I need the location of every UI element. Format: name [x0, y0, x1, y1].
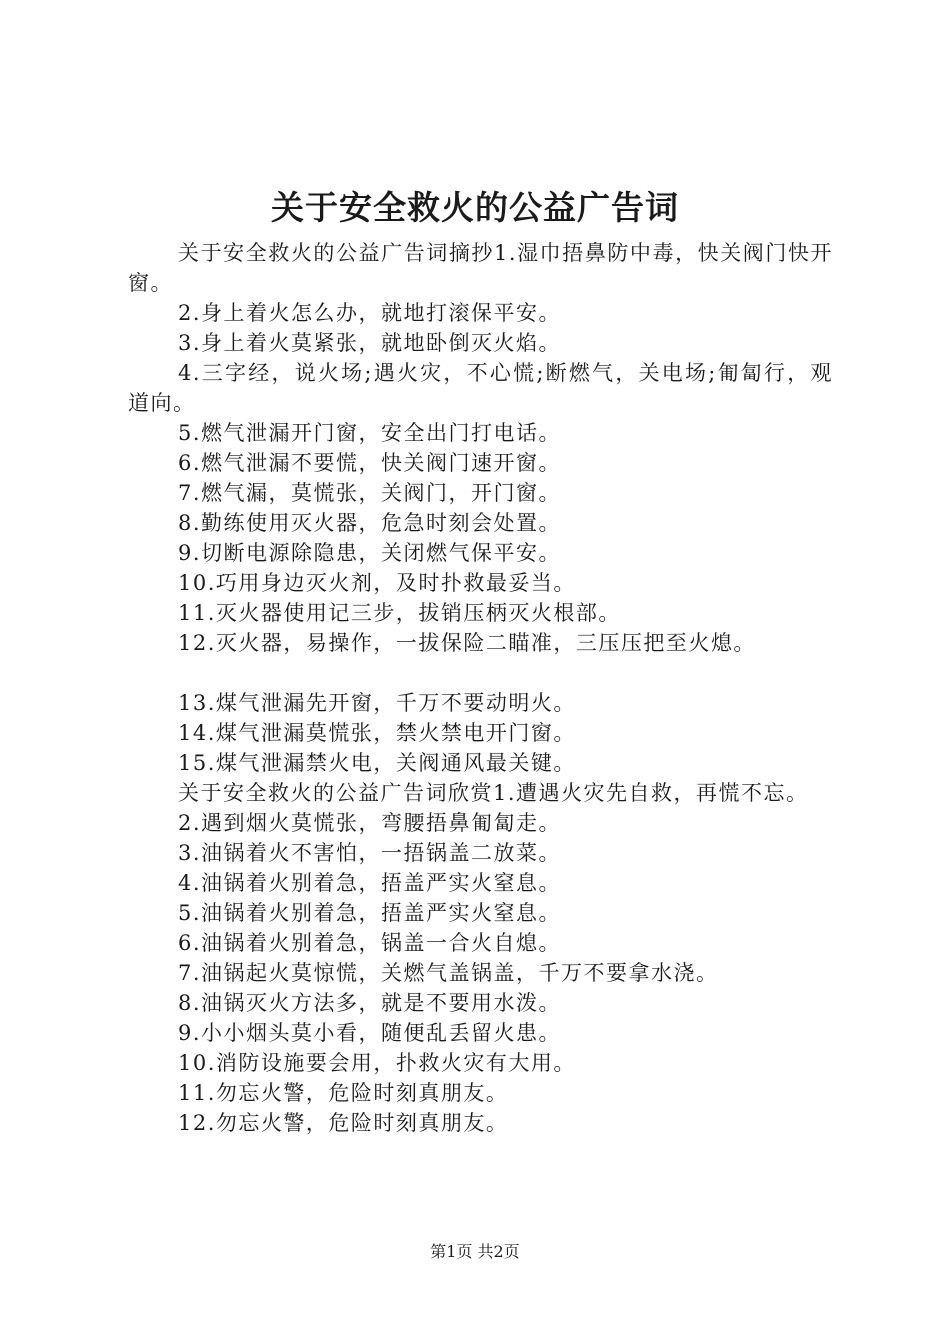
paragraph: 6.油锅着火别着急，锅盖一合火自熄。 — [178, 931, 562, 955]
paragraph: 3.身上着火莫紧张，就地卧倒灭火焰。 — [178, 331, 562, 355]
page-number-footer: 第1页 共2页 — [430, 1242, 520, 1261]
document-title: 关于安全救火的公益广告词 — [271, 188, 679, 227]
paragraph: 4.三字经，说火场;遇火灾，不心慌;断燃气，关电场;匍匐行，观道向。 — [128, 361, 833, 415]
paragraph: 11.勿忘火警，危险时刻真朋友。 — [178, 1081, 509, 1105]
paragraph: 5.油锅着火别着急，捂盖严实火窒息。 — [178, 901, 562, 925]
paragraph: 5.燃气泄漏开门窗，安全出门打电话。 — [178, 421, 562, 445]
paragraph: 8.勤练使用灭火器，危急时刻会处置。 — [178, 511, 562, 535]
paragraph: 13.煤气泄漏先开窗，千万不要动明火。 — [178, 691, 576, 715]
document-body — [128, 238, 833, 1138]
paragraph: 8.油锅灭火方法多，就是不要用水泼。 — [178, 991, 562, 1015]
paragraph: 关于安全救火的公益广告词摘抄1.湿巾捂鼻防中毒，快关阀门快开窗。 — [128, 241, 833, 295]
paragraph: 9.切断电源除隐患，关闭燃气保平安。 — [178, 541, 562, 565]
paragraph: 6.燃气泄漏不要慌，快关阀门速开窗。 — [178, 451, 562, 475]
paragraph: 7.油锅起火莫惊慌，关燃气盖锅盖，千万不要拿水浇。 — [178, 961, 719, 985]
paragraph: 2.身上着火怎么办，就地打滚保平安。 — [178, 301, 562, 325]
blank-line — [128, 658, 833, 688]
paragraph: 10.巧用身边灭火剂，及时扑救最妥当。 — [178, 571, 576, 595]
paragraph: 7.燃气漏，莫慌张，关阀门，开门窗。 — [178, 481, 562, 505]
paragraph: 3.油锅着火不害怕，一捂锅盖二放菜。 — [178, 841, 562, 865]
paragraph: 14.煤气泄漏莫慌张，禁火禁电开门窗。 — [178, 721, 576, 745]
paragraph: 4.油锅着火别着急，捂盖严实火窒息。 — [178, 871, 562, 895]
paragraph: 2.遇到烟火莫慌张，弯腰捂鼻匍匐走。 — [178, 811, 562, 835]
paragraph: 10.消防设施要会用，扑救火灾有大用。 — [178, 1051, 576, 1075]
paragraph: 12.勿忘火警，危险时刻真朋友。 — [178, 1111, 509, 1135]
paragraph: 关于安全救火的公益广告词欣赏1.遭遇火灾先自救，再慌不忘。 — [178, 781, 809, 805]
paragraph: 11.灭火器使用记三步，拔销压柄灭火根部。 — [178, 601, 621, 625]
paragraph: 9.小小烟头莫小看，随便乱丢留火患。 — [178, 1021, 562, 1045]
paragraph: 12.灭火器，易操作，一拔保险二瞄准，三压压把至火熄。 — [178, 631, 756, 655]
paragraph: 15.煤气泄漏禁火电，关阀通风最关键。 — [178, 751, 576, 775]
